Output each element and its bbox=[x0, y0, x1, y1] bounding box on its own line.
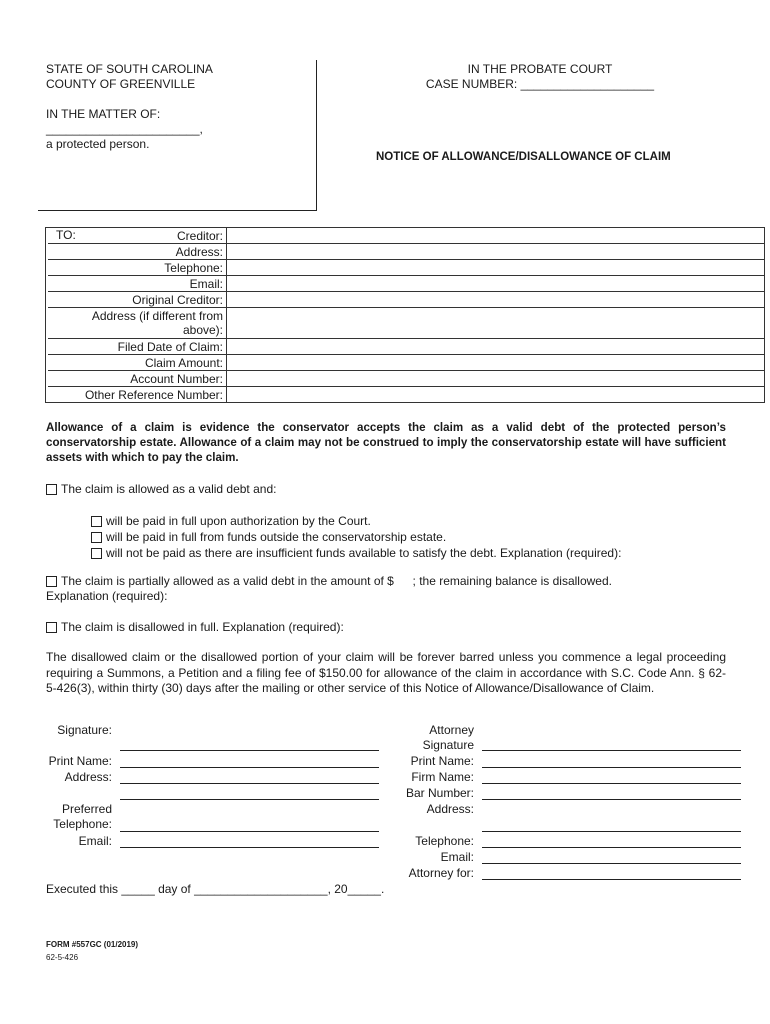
table-row bbox=[46, 339, 765, 355]
table-row bbox=[46, 276, 765, 292]
header-left bbox=[46, 62, 213, 152]
right-print-name-label: Print Name: bbox=[410, 754, 474, 768]
state-label: STATE OF SOUTH CAROLINA bbox=[46, 62, 213, 76]
address-field[interactable] bbox=[227, 244, 765, 260]
right-firm-name-label: Firm Name: bbox=[411, 770, 474, 784]
right-attorney-signature-label bbox=[380, 723, 474, 753]
table-row bbox=[46, 260, 765, 276]
right-print-name-line[interactable] bbox=[482, 767, 741, 768]
right-bar-number-label: Bar Number: bbox=[405, 786, 474, 800]
filed-date-field[interactable] bbox=[227, 339, 765, 355]
left-preferred-label: Preferred bbox=[61, 802, 112, 816]
right-attorney-for-line[interactable] bbox=[482, 879, 741, 880]
paid-by-court-label: will be paid in full upon authorization by the Court. bbox=[106, 514, 371, 528]
matter-label: IN THE MATTER OF: bbox=[46, 107, 161, 121]
right-address-line[interactable] bbox=[482, 831, 741, 832]
left-telephone-label-text: Telephone: bbox=[53, 817, 112, 831]
left-telephone-line[interactable] bbox=[120, 831, 379, 832]
claim-amount-label: Claim Amount: bbox=[48, 355, 227, 371]
claim-amount-field[interactable] bbox=[227, 355, 765, 371]
left-address-line-1[interactable] bbox=[120, 783, 379, 784]
telephone-label: Telephone: bbox=[48, 260, 227, 276]
telephone-field[interactable] bbox=[227, 260, 765, 276]
left-address-line-2[interactable] bbox=[120, 799, 379, 800]
partial-checkbox[interactable] bbox=[46, 576, 57, 587]
option-disallowed bbox=[46, 620, 344, 634]
filed-date-label: Filed Date of Claim: bbox=[48, 339, 227, 355]
header-divider-horizontal bbox=[38, 210, 317, 211]
table-row bbox=[46, 292, 765, 308]
option-partial bbox=[46, 574, 612, 604]
protected-person-label: a protected person. bbox=[46, 137, 150, 151]
barred-paragraph: The disallowed claim or the disallowed portion of your claim will be forever barred unless you commence a legal proceeding requiring a Summons, a Petition and a filing fee of $150.00 for allowance of the claim in accordance with S.C. Code Ann. § 62-5-426(3), within thirty (30) days after the mailing or other service of this Notice of Allowance/Disallowance of Claim. bbox=[46, 650, 726, 695]
executed-line[interactable]: Executed this _____ day of ____________________, 20_____. bbox=[46, 882, 385, 896]
email-field[interactable] bbox=[227, 276, 765, 292]
allowed-suboptions bbox=[91, 513, 621, 561]
disallowed-checkbox[interactable] bbox=[46, 622, 57, 633]
table-row bbox=[46, 308, 765, 339]
right-telephone-label: Telephone: bbox=[415, 834, 474, 848]
header-divider-vertical bbox=[316, 60, 317, 211]
not-paid-checkbox[interactable] bbox=[91, 548, 102, 559]
right-signature-label: Signature bbox=[422, 738, 474, 752]
right-attorney-label: Attorney bbox=[429, 723, 474, 737]
notice-paragraph: Allowance of a claim is evidence the conservator accepts the claim as a valid debt of the protected person’s conservatorship estate. Allowance of a claim may not be construed to imply the conservatorship estate will have sufficient assets with which to pay the claim. bbox=[46, 421, 726, 464]
left-email-line[interactable] bbox=[120, 847, 379, 848]
option-allowed bbox=[46, 482, 276, 496]
alt-address-label-line1: Address (if different from bbox=[91, 309, 223, 323]
alt-address-field[interactable] bbox=[227, 308, 765, 339]
statute-code: 62-5-426 bbox=[46, 953, 79, 962]
left-telephone-label bbox=[30, 802, 112, 832]
allowed-checkbox[interactable] bbox=[46, 484, 57, 495]
disallowed-label: The claim is disallowed in full. Explanation (required): bbox=[61, 620, 344, 634]
paid-outside-estate-checkbox[interactable] bbox=[91, 532, 102, 543]
right-bar-number-line[interactable] bbox=[482, 799, 741, 800]
original-creditor-field[interactable] bbox=[227, 292, 765, 308]
alt-address-label bbox=[48, 308, 227, 339]
paid-outside-estate-label: will be paid in full from funds outside the conservatorship estate. bbox=[106, 530, 447, 544]
to-label: TO: bbox=[56, 228, 76, 242]
court-label: IN THE PROBATE COURT bbox=[467, 62, 613, 76]
not-paid-label: will not be paid as there are insufficient funds available to satisfy the debt. Explanation (required): bbox=[106, 546, 622, 560]
right-attorney-for-label: Attorney for: bbox=[408, 866, 474, 880]
left-signature-line[interactable] bbox=[120, 750, 379, 751]
account-number-field[interactable] bbox=[227, 371, 765, 387]
creditor-table bbox=[45, 227, 765, 403]
left-email-label: Email: bbox=[78, 834, 112, 848]
table-row bbox=[46, 244, 765, 260]
creditor-field[interactable] bbox=[227, 228, 765, 244]
table-row bbox=[46, 371, 765, 387]
address-label: Address: bbox=[48, 244, 227, 260]
county-label: COUNTY OF GREENVILLE bbox=[46, 77, 196, 91]
table-row bbox=[46, 355, 765, 371]
alt-address-label-line2: above): bbox=[182, 323, 223, 337]
email-label: Email: bbox=[48, 276, 227, 292]
other-reference-field[interactable] bbox=[227, 387, 765, 403]
creditor-label-cell bbox=[48, 228, 227, 244]
header-right bbox=[395, 62, 685, 92]
other-reference-label: Other Reference Number: bbox=[48, 387, 227, 403]
protected-name-blank[interactable]: _______________________, bbox=[46, 122, 203, 136]
left-print-name-line[interactable] bbox=[120, 767, 379, 768]
right-signature-line[interactable] bbox=[482, 750, 741, 751]
table-row bbox=[46, 387, 765, 403]
creditor-label: Creditor: bbox=[176, 228, 223, 243]
page-title: NOTICE OF ALLOWANCE/DISALLOWANCE OF CLAIM bbox=[376, 151, 671, 163]
left-signature-label: Signature: bbox=[57, 723, 112, 737]
left-address-label: Address: bbox=[64, 770, 112, 784]
allowed-label: The claim is allowed as a valid debt and: bbox=[61, 482, 277, 496]
form-number: FORM #557GC (01/2019) bbox=[46, 940, 139, 949]
paid-by-court-checkbox[interactable] bbox=[91, 516, 102, 527]
original-creditor-label: Original Creditor: bbox=[48, 292, 227, 308]
right-firm-name-line[interactable] bbox=[482, 783, 741, 784]
table-row bbox=[46, 228, 765, 244]
right-email-label: Email: bbox=[440, 850, 474, 864]
right-email-line[interactable] bbox=[482, 863, 741, 864]
left-print-name-label: Print Name: bbox=[48, 754, 112, 768]
right-address-label: Address: bbox=[426, 802, 474, 816]
account-number-label: Account Number: bbox=[48, 371, 227, 387]
partial-explanation-label: Explanation (required): bbox=[46, 589, 168, 603]
partial-tail-label: ; the remaining balance is disallowed. bbox=[412, 574, 612, 588]
case-number-field[interactable]: CASE NUMBER: ____________________ bbox=[425, 77, 655, 91]
right-telephone-line[interactable] bbox=[482, 847, 741, 848]
partial-label: The claim is partially allowed as a valid debt in the amount of $ bbox=[61, 574, 394, 588]
